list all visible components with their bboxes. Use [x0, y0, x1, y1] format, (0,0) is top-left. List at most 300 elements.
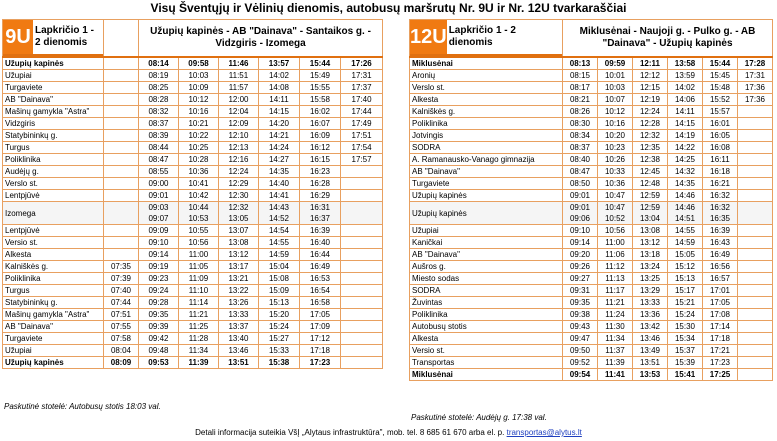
- departure-time: 12:24: [633, 106, 668, 118]
- timetable-row: [410, 130, 773, 142]
- departure-time: 14:02: [259, 70, 300, 82]
- departure-time: 13:08: [219, 237, 259, 249]
- departure-time: 14:41: [259, 190, 300, 202]
- departure-time: 09:52: [563, 357, 598, 369]
- departure-time: 10:23: [598, 142, 633, 154]
- departure-time: 14:24: [259, 142, 300, 154]
- departure-time: 14:20: [259, 118, 300, 130]
- timetable-row: [410, 70, 773, 82]
- departure-time: 09:35: [139, 309, 179, 321]
- departure-time: 16:08: [703, 142, 738, 154]
- departure-time: 15:09: [259, 285, 300, 297]
- header-label: Lapkričio 1 - 2 dienomis: [33, 20, 103, 55]
- departure-time: [104, 202, 139, 225]
- departure-time: 17:36: [738, 94, 773, 106]
- departure-time: 07:51: [104, 309, 139, 321]
- departure-time: 11:34: [179, 345, 219, 357]
- departure-time: 10:42: [179, 190, 219, 202]
- route-title-12u: Miklusėnai - Naujoji g. - Pulko g. - AB "Dainava" - Užupių kapinės: [563, 20, 773, 58]
- departure-time: 11:51: [219, 70, 259, 82]
- departure-time: 14:21: [259, 130, 300, 142]
- departure-time: [738, 190, 773, 202]
- stop-name: SODRA: [410, 285, 563, 297]
- departure-time: 13:33: [633, 297, 668, 309]
- departure-time: 09:38: [563, 309, 598, 321]
- departure-time: [341, 273, 383, 285]
- stop-name: Užupiai: [3, 70, 104, 82]
- stop-name: Užupių kapinės: [410, 202, 563, 225]
- departure-time: [104, 237, 139, 249]
- departure-time: 10:36: [598, 178, 633, 190]
- departure-time: 15:27: [259, 333, 300, 345]
- departure-time: 13:58: [668, 57, 703, 70]
- stop-name: A. Ramanausko-Vanago gimnazija: [410, 154, 563, 166]
- departure-time: 13:07: [219, 225, 259, 237]
- departure-time: 15:57: [703, 106, 738, 118]
- timetable-row: [3, 225, 383, 237]
- departure-time: 09:58: [179, 57, 219, 70]
- departure-time: 15:41: [668, 369, 703, 381]
- departure-time: 13:53: [633, 369, 668, 381]
- departure-time: 12:32: [633, 130, 668, 142]
- departure-time: 16:12: [300, 142, 341, 154]
- timetable-row: [410, 249, 773, 261]
- departure-time: 12:59 13:04: [633, 202, 668, 225]
- departure-time: [104, 178, 139, 190]
- timetable-row: [3, 357, 383, 369]
- departure-time: 12:38: [633, 154, 668, 166]
- timetable-row: [3, 202, 383, 225]
- stop-name: Kalniškės g.: [410, 106, 563, 118]
- timetable-row: [410, 309, 773, 321]
- departure-time: 10:25: [179, 142, 219, 154]
- timetable-row: [3, 178, 383, 190]
- departure-time: 13:22: [219, 285, 259, 297]
- departure-time: 10:20: [598, 130, 633, 142]
- departure-time: [104, 70, 139, 82]
- departure-time: 09:28: [139, 297, 179, 309]
- route-badge-9u: 9U: [3, 20, 33, 55]
- departure-time: 13:37: [219, 321, 259, 333]
- departure-time: [104, 166, 139, 178]
- departure-time: 17:18: [703, 333, 738, 345]
- departure-time: 08:44: [139, 142, 179, 154]
- departure-time: 15:34: [668, 333, 703, 345]
- stop-name: AB "Dainava": [3, 94, 104, 106]
- departure-time: 08:50: [563, 178, 598, 190]
- departure-time: 17:09: [300, 321, 341, 333]
- timetable-row: [410, 225, 773, 237]
- stop-name: Alkesta: [410, 333, 563, 345]
- departure-time: 09:14: [563, 237, 598, 249]
- departure-time: [341, 190, 383, 202]
- departure-time: [341, 249, 383, 261]
- stop-name: Poliklinika: [410, 118, 563, 130]
- departure-time: 07:44: [104, 297, 139, 309]
- departure-time: 11:17: [598, 285, 633, 297]
- departure-time: 11:34: [598, 333, 633, 345]
- departure-time: 14:22: [668, 142, 703, 154]
- departure-time: [738, 237, 773, 249]
- departure-time: 15:45: [703, 70, 738, 82]
- stop-name: Turgaviete: [410, 178, 563, 190]
- departure-time: [738, 369, 773, 381]
- departure-time: [738, 142, 773, 154]
- timetable-row: [410, 142, 773, 154]
- departure-time: 10:47: [598, 190, 633, 202]
- departure-time: [738, 178, 773, 190]
- departure-time: [738, 261, 773, 273]
- departure-time: [341, 333, 383, 345]
- departure-time: 15:21: [668, 297, 703, 309]
- departure-time: 09:10: [563, 225, 598, 237]
- departure-time: 11:12: [598, 261, 633, 273]
- departure-time: 14:15: [668, 118, 703, 130]
- departure-time: 09:01 09:06: [563, 202, 598, 225]
- departure-time: 17:31: [341, 70, 383, 82]
- departure-time: 17:23: [703, 357, 738, 369]
- timetable-row: [3, 82, 383, 94]
- departure-time: 16:32 16:35: [703, 202, 738, 225]
- departure-time: [738, 225, 773, 237]
- timetable-row: [410, 202, 773, 225]
- departure-time: [738, 345, 773, 357]
- departure-time: 11:00: [179, 249, 219, 261]
- departure-time: [104, 94, 139, 106]
- departure-time: 16:58: [300, 297, 341, 309]
- stop-name: Užupiai: [410, 225, 563, 237]
- departure-time: 15:24: [259, 321, 300, 333]
- departure-time: 10:26: [598, 154, 633, 166]
- timetable-row: [3, 237, 383, 249]
- departure-time: [738, 309, 773, 321]
- timetable-row: [410, 333, 773, 345]
- departure-time: 08:19: [139, 70, 179, 82]
- timetable-row: [3, 70, 383, 82]
- departure-time: 12:15: [633, 82, 668, 94]
- timetable-row: [410, 285, 773, 297]
- stop-name: Lentpjūvė: [3, 190, 104, 202]
- timetable-row: [410, 273, 773, 285]
- departure-time: [738, 321, 773, 333]
- departure-time: [104, 130, 139, 142]
- departure-time: 13:49: [633, 345, 668, 357]
- header-empty-cell: [104, 20, 139, 58]
- departure-time: 15:52: [703, 94, 738, 106]
- stop-name: Užupių kapinės: [3, 57, 104, 70]
- timetable-row: [3, 261, 383, 273]
- departure-time: 16:01: [703, 118, 738, 130]
- departure-time: 09:43: [563, 321, 598, 333]
- departure-time: 16:18: [703, 166, 738, 178]
- departure-time: 10:03: [179, 70, 219, 82]
- timetable-row: [3, 190, 383, 202]
- departure-time: 17:01: [703, 285, 738, 297]
- departure-time: 15:13: [259, 297, 300, 309]
- departure-time: [738, 249, 773, 261]
- departure-time: [341, 345, 383, 357]
- departure-time: 08:09: [104, 357, 139, 369]
- departure-time: 16:44: [300, 249, 341, 261]
- stop-name: Alkesta: [3, 249, 104, 261]
- departure-time: 15:48: [703, 82, 738, 94]
- last-stop-note-12u: Paskutinė stotelė: Audėjų g. 17:38 val.: [411, 413, 547, 422]
- timetable-row: [3, 142, 383, 154]
- departure-time: 09:19: [139, 261, 179, 273]
- departure-time: [341, 166, 383, 178]
- departure-time: 09:31: [563, 285, 598, 297]
- departure-time: 08:21: [563, 94, 598, 106]
- departure-time: 12:11: [633, 57, 668, 70]
- timetable-row: [410, 57, 773, 70]
- departure-time: 13:57: [259, 57, 300, 70]
- departure-time: 14:46: [668, 190, 703, 202]
- departure-time: 11:24: [598, 309, 633, 321]
- departure-time: 08:13: [563, 57, 598, 70]
- departure-time: 17:51: [341, 130, 383, 142]
- departure-time: 09:42: [139, 333, 179, 345]
- route-title-9u: Užupių kapinės - AB "Dainava" - Santaikos g. - Vidzgiris - Izomega: [139, 20, 383, 58]
- departure-time: 16:49: [300, 261, 341, 273]
- departure-time: 08:28: [139, 94, 179, 106]
- departure-time: 12:29: [219, 178, 259, 190]
- departure-time: 10:12: [598, 106, 633, 118]
- departure-time: 11:39: [598, 357, 633, 369]
- departure-time: [104, 249, 139, 261]
- departure-time: 16:53: [300, 273, 341, 285]
- departure-time: 17:12: [300, 333, 341, 345]
- departure-time: 15:12: [668, 261, 703, 273]
- departure-time: 17:49: [341, 118, 383, 130]
- stop-name: Mašinų gamykla "Astra": [3, 309, 104, 321]
- departure-time: 17:18: [300, 345, 341, 357]
- timetable-row: [410, 297, 773, 309]
- departure-time: 10:21: [179, 118, 219, 130]
- departure-time: 16:31 16:37: [300, 202, 341, 225]
- departure-time: 12:59: [633, 190, 668, 202]
- departure-time: 14:55: [668, 225, 703, 237]
- departure-time: 10:22: [179, 130, 219, 142]
- departure-time: 12:24: [219, 166, 259, 178]
- timetable-row: [410, 369, 773, 381]
- departure-time: [738, 273, 773, 285]
- departure-time: 11:57: [219, 82, 259, 94]
- departure-time: 12:48: [633, 178, 668, 190]
- stop-name: Poliklinika: [3, 154, 104, 166]
- departure-time: 17:21: [703, 345, 738, 357]
- departure-time: 13:51: [633, 357, 668, 369]
- departure-time: 13:46: [633, 333, 668, 345]
- departure-time: 15:49: [300, 70, 341, 82]
- departure-time: 11:05: [179, 261, 219, 273]
- departure-time: 15:44: [300, 57, 341, 70]
- departure-time: 13:46: [219, 345, 259, 357]
- timetable-row: [410, 357, 773, 369]
- departure-time: 12:45: [633, 166, 668, 178]
- stop-name: Verslo st.: [3, 178, 104, 190]
- header-cell: [410, 20, 563, 58]
- departure-time: 07:55: [104, 321, 139, 333]
- departure-time: [104, 142, 139, 154]
- departure-time: [341, 309, 383, 321]
- departure-time: 11:21: [179, 309, 219, 321]
- departure-time: 09:39: [139, 321, 179, 333]
- departure-time: 09:09: [139, 225, 179, 237]
- timetable-row: [3, 249, 383, 261]
- departure-time: 08:47: [139, 154, 179, 166]
- departure-time: 16:28: [300, 178, 341, 190]
- stop-name: Turgus: [3, 285, 104, 297]
- departure-time: 07:35: [104, 261, 139, 273]
- departure-time: 08:55: [139, 166, 179, 178]
- departure-time: 15:33: [259, 345, 300, 357]
- departure-time: 14:02: [668, 82, 703, 94]
- stop-name: Turgaviete: [3, 82, 104, 94]
- departure-time: 12:19: [633, 94, 668, 106]
- departure-time: 17:54: [341, 142, 383, 154]
- departure-time: 15:58: [300, 94, 341, 106]
- timetable-row: [410, 118, 773, 130]
- departure-time: 15:37: [668, 345, 703, 357]
- departure-time: 11:14: [179, 297, 219, 309]
- departure-time: 09:14: [139, 249, 179, 261]
- departure-time: 09:59: [598, 57, 633, 70]
- departure-time: 17:57: [341, 154, 383, 166]
- stop-name: Izomega: [3, 202, 104, 225]
- departure-time: 09:23: [139, 273, 179, 285]
- stop-name: Turgaviete: [3, 333, 104, 345]
- departure-time: 12:10: [219, 130, 259, 142]
- departure-time: 15:17: [668, 285, 703, 297]
- departure-time: 09:53: [139, 357, 179, 369]
- departure-time: [104, 82, 139, 94]
- departure-time: 16:57: [703, 273, 738, 285]
- departure-time: 10:12: [179, 94, 219, 106]
- departure-time: 10:16: [179, 106, 219, 118]
- departure-time: 09:26: [563, 261, 598, 273]
- stop-name: Lentpjūvė: [3, 225, 104, 237]
- departure-time: 11:25: [179, 321, 219, 333]
- departure-time: 11:39: [179, 357, 219, 369]
- departure-time: 14:35: [259, 166, 300, 178]
- stop-name: Miklusėnai: [410, 369, 563, 381]
- departure-time: 09:24: [139, 285, 179, 297]
- departure-time: 15:55: [300, 82, 341, 94]
- page-title: Visų Šventųjų ir Vėlinių dienomis, autobusų maršrutų Nr. 9U ir Nr. 12U tvarkaraščiai: [150, 1, 627, 15]
- timetable-row: [410, 190, 773, 202]
- departure-time: [341, 202, 383, 225]
- departure-time: 16:21: [703, 178, 738, 190]
- departure-time: 17:31: [738, 70, 773, 82]
- departure-time: 12:32 13:05: [219, 202, 259, 225]
- departure-time: 16:11: [703, 154, 738, 166]
- departure-time: 08:04: [104, 345, 139, 357]
- departure-time: 16:29: [300, 190, 341, 202]
- timetable-row: [410, 237, 773, 249]
- stop-name: Statybininkų g.: [3, 297, 104, 309]
- departure-time: 09:35: [563, 297, 598, 309]
- departure-time: 09:48: [139, 345, 179, 357]
- timetable-row: [410, 94, 773, 106]
- departure-time: 08:34: [563, 130, 598, 142]
- departure-time: 14:59: [259, 249, 300, 261]
- departure-time: 13:25: [633, 273, 668, 285]
- timetable-row: [3, 166, 383, 178]
- departure-time: 17:36: [738, 82, 773, 94]
- departure-time: 14:25: [668, 154, 703, 166]
- departure-time: 15:20: [259, 309, 300, 321]
- departure-time: 16:32: [703, 190, 738, 202]
- stop-name: Versio st.: [410, 345, 563, 357]
- footer-email-link[interactable]: transportas@alytus.lt: [506, 428, 582, 437]
- departure-time: [104, 106, 139, 118]
- stop-name: Jotvingis: [410, 130, 563, 142]
- departure-time: 12:12: [633, 70, 668, 82]
- departure-time: [738, 297, 773, 309]
- departure-time: 11:06: [598, 249, 633, 261]
- departure-time: 14:11: [259, 94, 300, 106]
- stop-name: AB "Dainava": [3, 321, 104, 333]
- departure-time: 16:09: [300, 130, 341, 142]
- departure-time: 16:49: [703, 249, 738, 261]
- departure-time: 14:59: [668, 237, 703, 249]
- departure-time: [341, 237, 383, 249]
- departure-time: 11:30: [598, 321, 633, 333]
- timetable-row: [3, 118, 383, 130]
- departure-time: [341, 225, 383, 237]
- departure-time: [341, 285, 383, 297]
- departure-time: 10:36: [179, 166, 219, 178]
- departure-time: 15:44: [703, 57, 738, 70]
- stop-name: Versio st.: [3, 237, 104, 249]
- departure-time: 13:42: [633, 321, 668, 333]
- departure-time: 10:41: [179, 178, 219, 190]
- departure-time: 10:03: [598, 82, 633, 94]
- departure-time: 10:56: [598, 225, 633, 237]
- departure-time: [738, 202, 773, 225]
- departure-time: 13:40: [219, 333, 259, 345]
- departure-time: 12:30: [219, 190, 259, 202]
- timetable-row: [410, 106, 773, 118]
- departure-time: 09:10: [139, 237, 179, 249]
- departure-time: 15:38: [259, 357, 300, 369]
- stop-name: Transportas: [410, 357, 563, 369]
- stop-name: Užupiai: [3, 345, 104, 357]
- timetable-row: [3, 94, 383, 106]
- departure-time: 10:07: [598, 94, 633, 106]
- departure-time: 09:27: [563, 273, 598, 285]
- stop-name: Miklusėnai: [410, 57, 563, 70]
- departure-time: [341, 321, 383, 333]
- timetable-row: [410, 82, 773, 94]
- stop-name: Poliklinika: [410, 309, 563, 321]
- timetable-row: [3, 57, 383, 70]
- departure-time: 12:09: [219, 118, 259, 130]
- departure-time: 09:01: [139, 190, 179, 202]
- departure-time: 11:46: [219, 57, 259, 70]
- departure-time: 14:35: [668, 178, 703, 190]
- stop-name: Žuvintas: [410, 297, 563, 309]
- stop-name: Aušros g.: [410, 261, 563, 273]
- departure-time: 16:15: [300, 154, 341, 166]
- departure-time: 13:26: [219, 297, 259, 309]
- departure-time: [104, 57, 139, 70]
- departure-time: 08:14: [139, 57, 179, 70]
- timetable-row: [3, 321, 383, 333]
- departure-time: 07:58: [104, 333, 139, 345]
- timetable-row: [410, 261, 773, 273]
- timetable-row: [3, 106, 383, 118]
